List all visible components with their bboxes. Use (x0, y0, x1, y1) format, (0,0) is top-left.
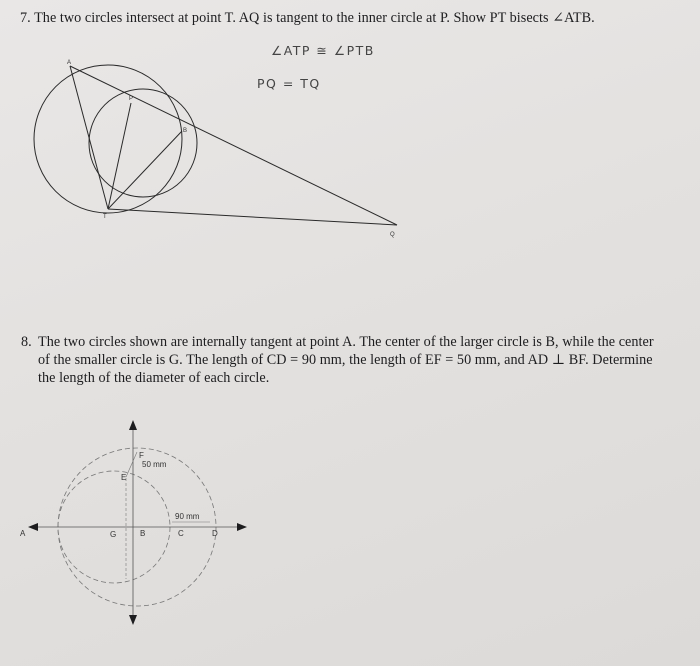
label-c: C (178, 529, 184, 538)
problem-8-figure (0, 334, 700, 664)
right-arrow-icon (237, 523, 247, 531)
label-b: B (183, 128, 188, 134)
down-arrow-icon (129, 615, 137, 625)
dimension-ef-label: 50 mm (142, 460, 167, 469)
label-g: G (110, 530, 117, 539)
outer-circle (34, 65, 182, 213)
problem-7-number: 7. (20, 10, 31, 26)
dimension-ef-line (126, 452, 137, 477)
label-e: E (121, 473, 127, 482)
label-a: A (67, 60, 72, 66)
problem-8-line-1: The two circles shown are internally tangent at point A. The center of the larger circle is B, while the center (38, 334, 654, 350)
up-arrow-icon (129, 420, 137, 430)
segment-ta (70, 66, 108, 209)
label-t: T (103, 214, 107, 220)
left-arrow-icon (28, 523, 38, 531)
problem-8-line-2: of the smaller circle is G. The length of CD = 90 mm, the length of EF = 50 mm, and AD ⊥ BF. Determine (38, 352, 653, 368)
handwritten-segment-equality: PQ = TQ (257, 76, 321, 91)
problem-7-text: The two circles intersect at point T. AQ is tangent to the inner circle at P. Show PT bisects ∠ATB. (34, 10, 595, 26)
label-d: D (212, 529, 218, 538)
problem-8-line-3: the length of the diameter of each circle. (38, 370, 270, 386)
dimension-cd-label: 90 mm (175, 512, 200, 521)
handwritten-angle-congruence: ∠ATP ≅ ∠PTB (271, 43, 375, 58)
problem-7-figure (0, 10, 700, 270)
label-a: A (20, 529, 26, 538)
label-f: F (139, 451, 144, 460)
inner-circle (89, 89, 197, 197)
problem-8-number: 8. (21, 334, 32, 350)
segment-tp (108, 103, 131, 209)
tangent-line-aq (70, 66, 397, 225)
label-q: Q (390, 232, 395, 238)
segment-tq (108, 209, 397, 225)
label-b: B (140, 529, 146, 538)
label-p: P (129, 96, 134, 102)
